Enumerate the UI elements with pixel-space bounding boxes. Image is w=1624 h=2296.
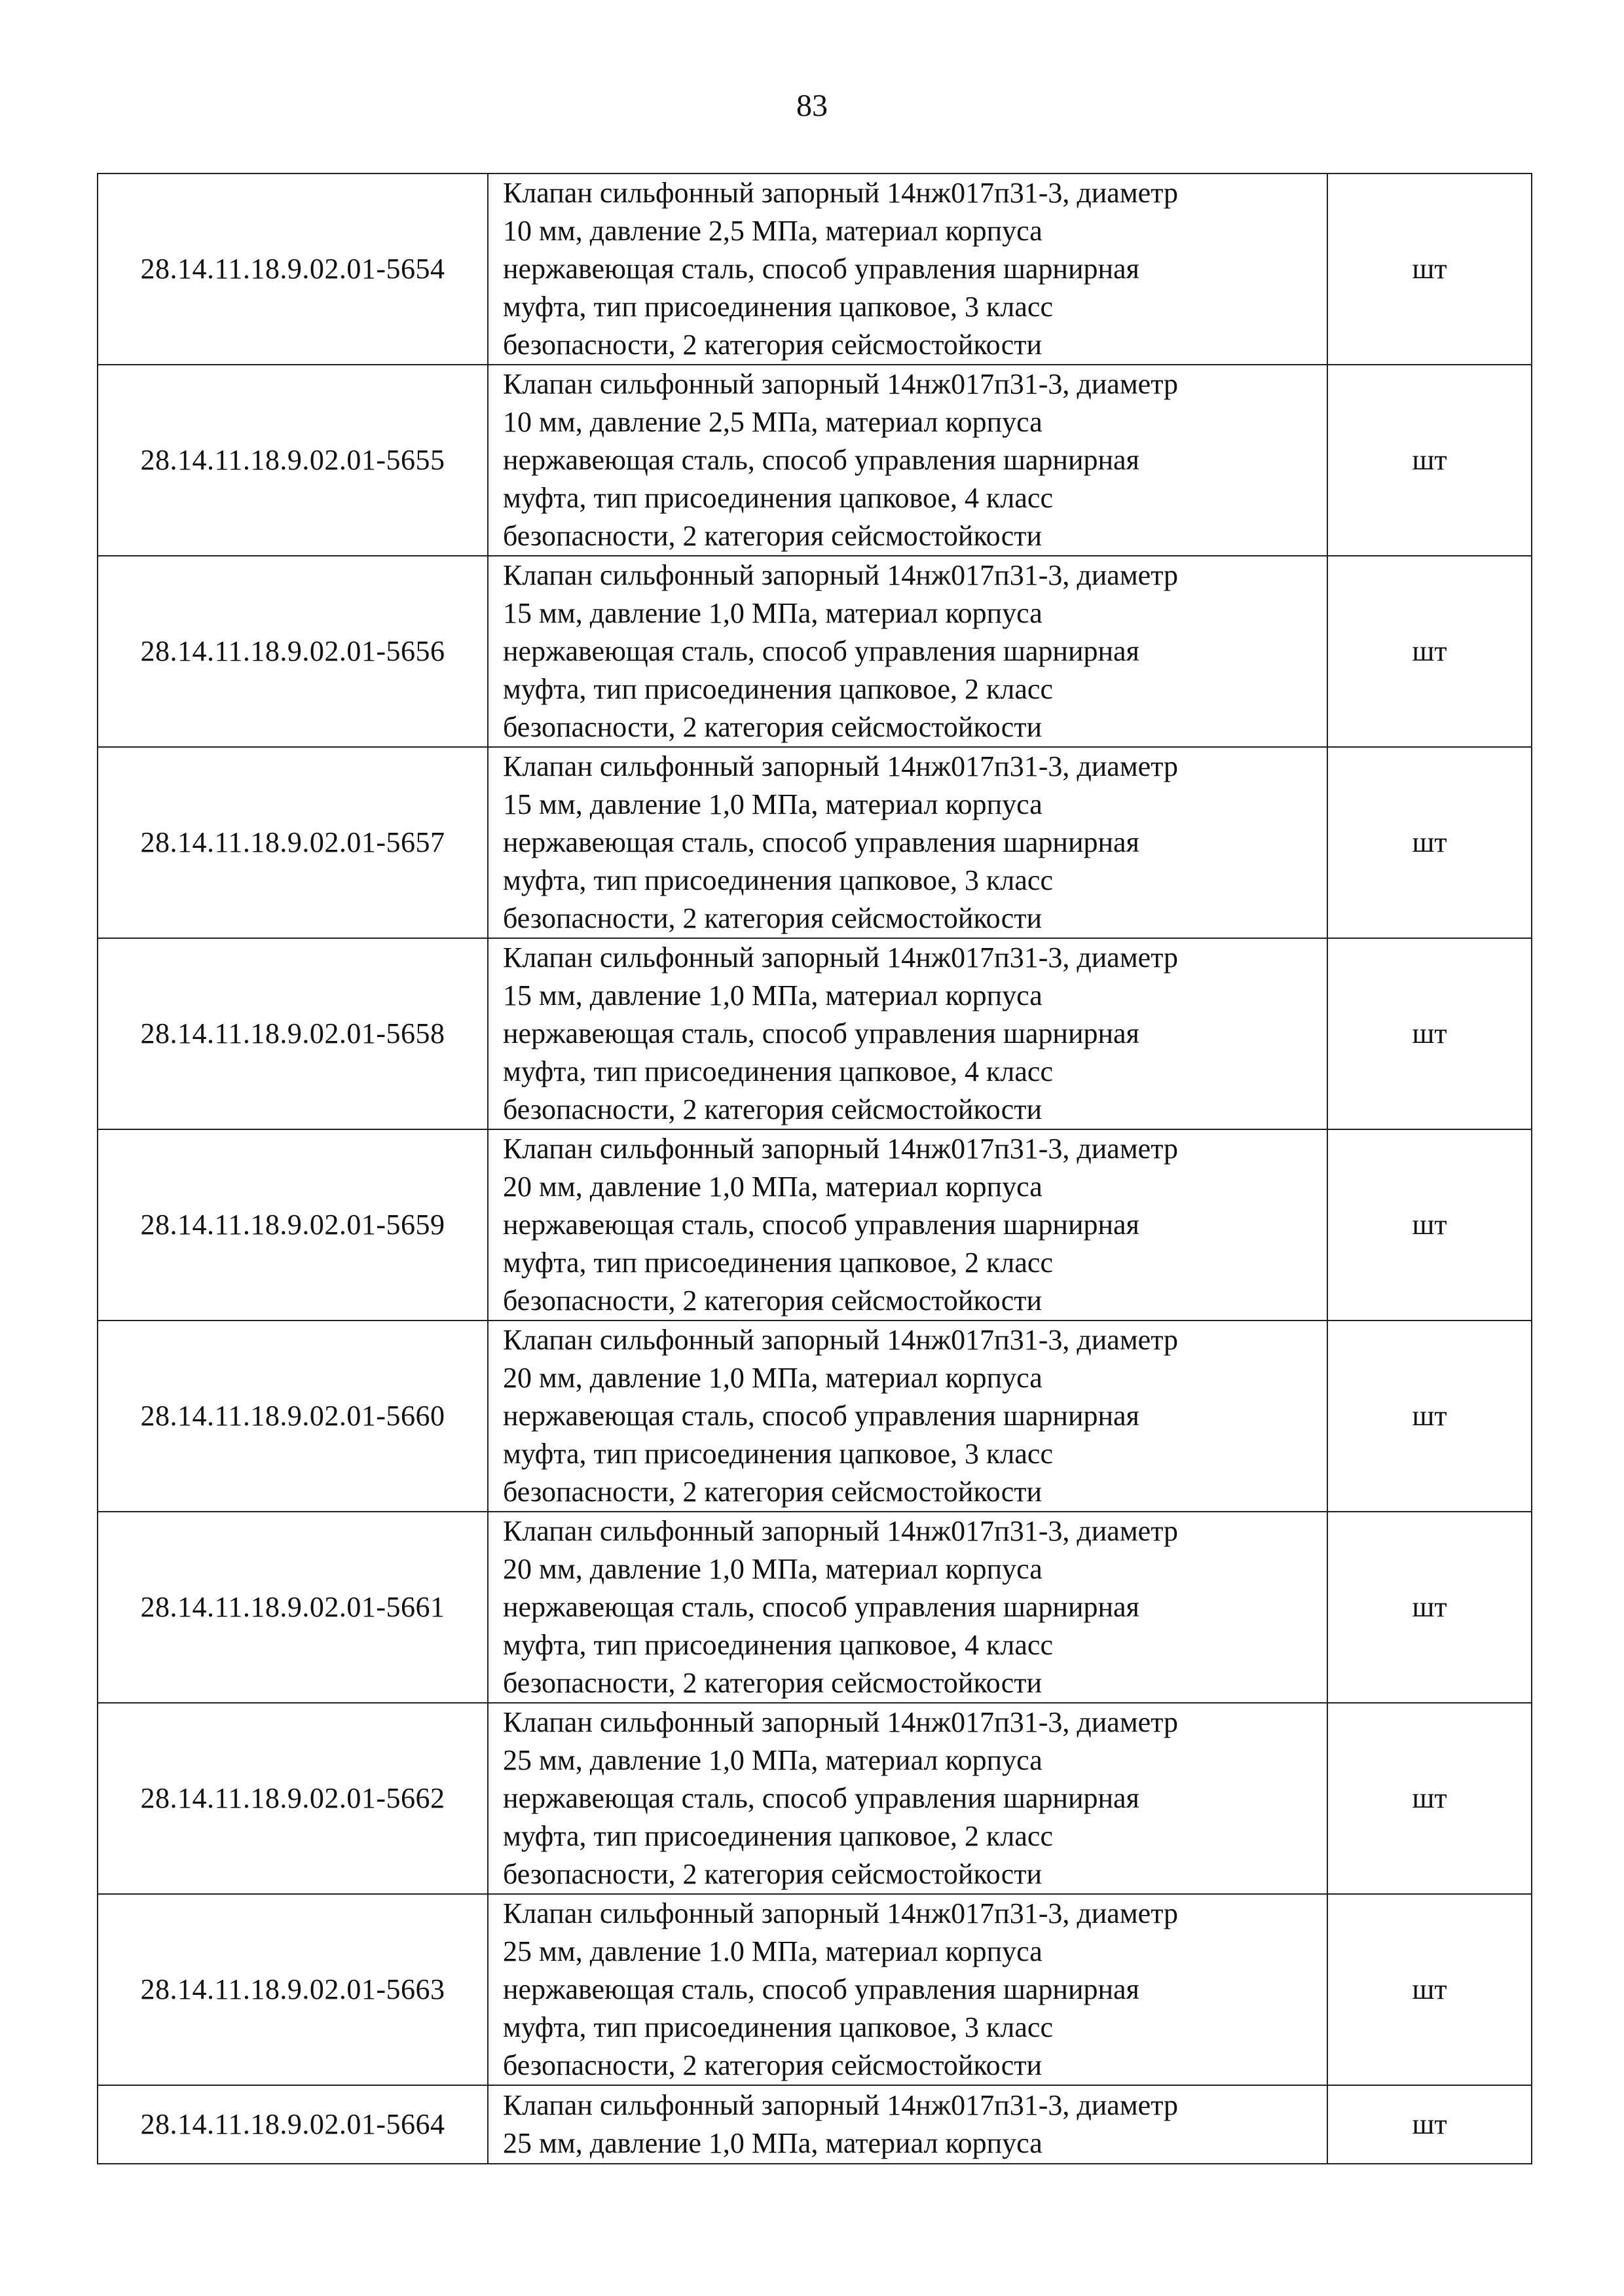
table-row [98, 173, 1532, 365]
unit-of-measure: шт [1327, 1129, 1532, 1321]
table-row [98, 747, 1532, 938]
table-row [98, 938, 1532, 1129]
resource-description: Клапан сильфонный запорный 14нж017п31-3, диаметр 15 мм, давление 1,0 МПа, материал корпуса нержавеющая сталь, способ управления шарнирная муфта, тип присоединения цапковое, 3 класс безопасности, 2 категория сейсмостойкости [488, 747, 1327, 938]
resource-description: Клапан сильфонный запорный 14нж017п31-3, диаметр 10 мм, давление 2,5 МПа, материал корпуса нержавеющая сталь, способ управления шарнирная муфта, тип присоединения цапковое, 3 класс безопасности, 2 категория сейсмостойкости [488, 173, 1327, 365]
resource-description: Клапан сильфонный запорный 14нж017п31-3, диаметр 10 мм, давление 2,5 МПа, материал корпуса нержавеющая сталь, способ управления шарнирная муфта, тип присоединения цапковое, 4 класс безопасности, 2 категория сейсмостойкости [488, 365, 1327, 556]
table-row [98, 2085, 1532, 2164]
unit-of-measure: шт [1327, 1321, 1532, 1512]
unit-of-measure: шт [1327, 365, 1532, 556]
resource-code: 28.14.11.18.9.02.01-5662 [98, 1703, 488, 1894]
resource-code: 28.14.11.18.9.02.01-5654 [98, 173, 488, 365]
unit-of-measure: шт [1327, 2085, 1532, 2164]
table-row [98, 1129, 1532, 1321]
table-row [98, 365, 1532, 556]
unit-of-measure: шт [1327, 556, 1532, 747]
table-row [98, 1703, 1532, 1894]
resource-code: 28.14.11.18.9.02.01-5661 [98, 1512, 488, 1703]
table-row [98, 1894, 1532, 2085]
resource-description: Клапан сильфонный запорный 14нж017п31-3, диаметр 25 мм, давление 1,0 МПа, материал корпуса нержавеющая сталь, способ управления шарнирная муфта, тип присоединения цапковое, 2 класс безопасности, 2 категория сейсмостойкости [488, 1703, 1327, 1894]
unit-of-measure: шт [1327, 1894, 1532, 2085]
resource-description: Клапан сильфонный запорный 14нж017п31-3, диаметр 20 мм, давление 1,0 МПа, материал корпуса нержавеющая сталь, способ управления шарнирная муфта, тип присоединения цапковое, 4 класс безопасности, 2 категория сейсмостойкости [488, 1512, 1327, 1703]
resource-code: 28.14.11.18.9.02.01-5655 [98, 365, 488, 556]
unit-of-measure: шт [1327, 1512, 1532, 1703]
resource-description: Клапан сильфонный запорный 14нж017п31-3, диаметр 25 мм, давление 1,0 МПа, материал корпуса [488, 2085, 1327, 2164]
resource-description: Клапан сильфонный запорный 14нж017п31-3, диаметр 20 мм, давление 1,0 МПа, материал корпуса нержавеющая сталь, способ управления шарнирная муфта, тип присоединения цапковое, 2 класс безопасности, 2 категория сейсмостойкости [488, 1129, 1327, 1321]
resource-description: Клапан сильфонный запорный 14нж017п31-3, диаметр 20 мм, давление 1,0 МПа, материал корпуса нержавеющая сталь, способ управления шарнирная муфта, тип присоединения цапковое, 3 класс безопасности, 2 категория сейсмостойкости [488, 1321, 1327, 1512]
unit-of-measure: шт [1327, 938, 1532, 1129]
resource-code: 28.14.11.18.9.02.01-5656 [98, 556, 488, 747]
resource-code: 28.14.11.18.9.02.01-5658 [98, 938, 488, 1129]
resource-description: Клапан сильфонный запорный 14нж017п31-3, диаметр 25 мм, давление 1.0 МПа, материал корпуса нержавеющая сталь, способ управления шарнирная муфта, тип присоединения цапковое, 3 класс безопасности, 2 категория сейсмостойкости [488, 1894, 1327, 2085]
resource-description: Клапан сильфонный запорный 14нж017п31-3, диаметр 15 мм, давление 1,0 МПа, материал корпуса нержавеющая сталь, способ управления шарнирная муфта, тип присоединения цапковое, 4 класс безопасности, 2 категория сейсмостойкости [488, 938, 1327, 1129]
page-number: 83 [796, 88, 828, 123]
resource-code: 28.14.11.18.9.02.01-5664 [98, 2085, 488, 2164]
resource-description: Клапан сильфонный запорный 14нж017п31-3, диаметр 15 мм, давление 1,0 МПа, материал корпуса нержавеющая сталь, способ управления шарнирная муфта, тип присоединения цапковое, 2 класс безопасности, 2 категория сейсмостойкости [488, 556, 1327, 747]
resource-table [97, 173, 1532, 2164]
unit-of-measure: шт [1327, 747, 1532, 938]
resource-code: 28.14.11.18.9.02.01-5660 [98, 1321, 488, 1512]
resource-code: 28.14.11.18.9.02.01-5657 [98, 747, 488, 938]
unit-of-measure: шт [1327, 173, 1532, 365]
table-row [98, 1321, 1532, 1512]
unit-of-measure: шт [1327, 1703, 1532, 1894]
resource-code: 28.14.11.18.9.02.01-5663 [98, 1894, 488, 2085]
resource-code: 28.14.11.18.9.02.01-5659 [98, 1129, 488, 1321]
table-row [98, 1512, 1532, 1703]
table-row [98, 556, 1532, 747]
